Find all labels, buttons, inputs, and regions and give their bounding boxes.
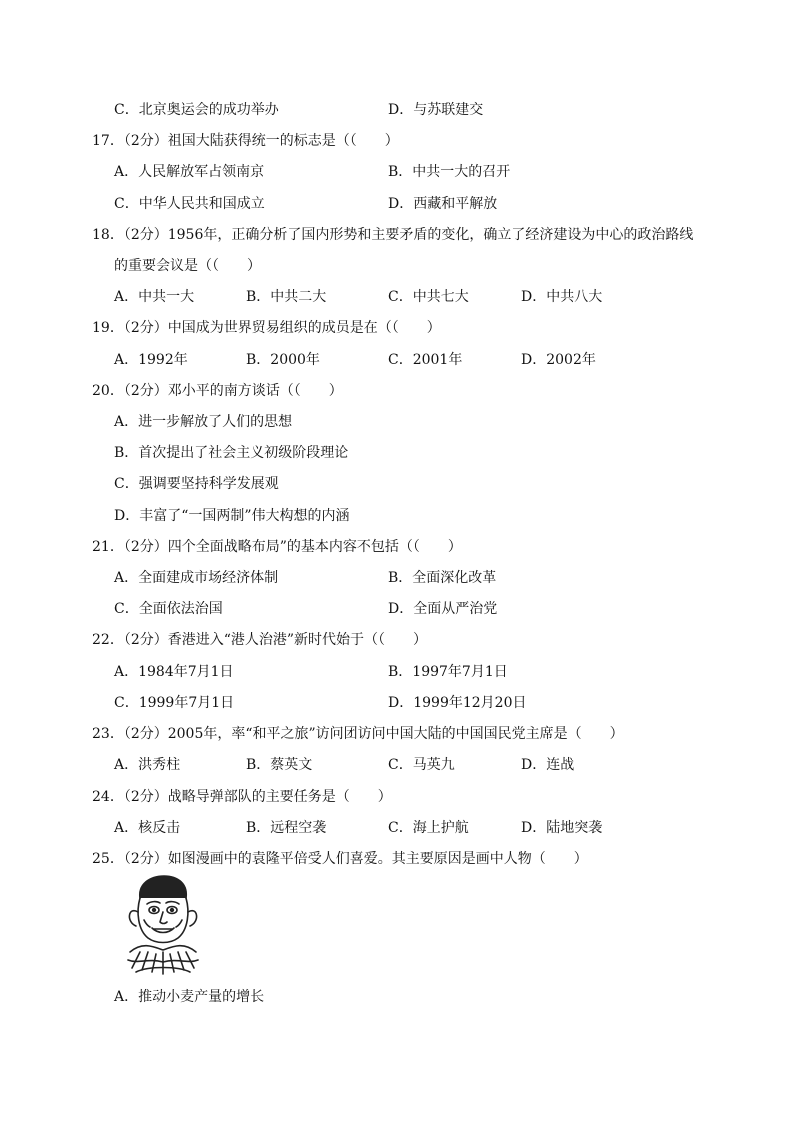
q18-option-c: C．中共七大	[388, 289, 469, 305]
q24-option-a: A．核反击	[114, 820, 181, 836]
q16-option-c: C．北京奥运会的成功举办	[114, 102, 279, 118]
q24-option-d: D．陆地突袭	[521, 820, 603, 836]
q23-option-d: D．连战	[521, 757, 575, 773]
q18-option-b: B．中共二大	[246, 289, 327, 305]
q20-option-b: B．首次提出了社会主义初级阶段理论	[114, 445, 349, 461]
q23-option-a: A．洪秀柱	[114, 757, 181, 773]
q23-option-c: C．马英九	[388, 757, 455, 773]
q18-stem-cont: 的重要会议是（（ ）	[114, 258, 261, 274]
q23-stem: 23．（2分）2005年，率“和平之旅”访问团访问中国大陆的中国国民党主席是（ ）	[92, 726, 624, 742]
q19-stem: 19．（2分）中国成为世界贸易组织的成员是在（（ ）	[92, 320, 441, 336]
q24-option-b: B．远程空袭	[246, 820, 327, 836]
q18-option-a: A．中共一大	[114, 289, 195, 305]
q19-option-c: C．2001年	[388, 352, 463, 368]
q17-option-d: D．西藏和平解放	[388, 196, 498, 212]
q16-option-d: D．与苏联建交	[388, 102, 484, 118]
q20-option-c: C．强调要坚持科学发展观	[114, 476, 279, 492]
q25-option-a: A．推动小麦产量的增长	[114, 989, 265, 1005]
q17-option-a: A．人民解放军占领南京	[114, 164, 265, 180]
q21-option-c: C．全面依法治国	[114, 601, 223, 617]
q18-option-d: D．中共八大	[521, 289, 603, 305]
q22-option-c: C．1999年7月1日	[114, 695, 235, 711]
q17-option-b: B．中共一大的召开	[388, 164, 511, 180]
q21-option-b: B．全面深化改革	[388, 570, 497, 586]
q24-stem: 24．（2分）战略导弹部队的主要任务是（ ）	[92, 789, 392, 805]
q17-stem: 17．（2分）祖国大陆获得统一的标志是（（ ）	[92, 133, 399, 149]
q20-stem: 20．（2分）邓小平的南方谈话（（ ）	[92, 383, 343, 399]
q22-stem: 22．（2分）香港进入“港人治港”新时代始于（（ ）	[92, 632, 428, 648]
q21-stem: 21．（2分）四个全面战略布局”的基本内容不包括（（ ）	[92, 539, 462, 555]
q22-option-d: D．1999年12月20日	[388, 695, 527, 711]
yuan-longping-cartoon-image	[118, 872, 208, 976]
q19-option-a: A．1992年	[114, 352, 188, 368]
q20-option-a: A．进一步解放了人们的思想	[114, 414, 293, 430]
q18-stem: 18．（2分）1956年，正确分析了国内形势和主要矛盾的变化，确立了经济建设为中心的政治路线	[92, 227, 694, 243]
q23-option-b: B．蔡英文	[246, 757, 313, 773]
q20-option-d: D．丰富了“一国两制”伟大构想的内涵	[114, 508, 350, 524]
q17-option-c: C．中华人民共和国成立	[114, 196, 265, 212]
q21-option-d: D．全面从严治党	[388, 601, 498, 617]
q22-option-b: B．1997年7月1日	[388, 664, 508, 680]
q22-option-a: A．1984年7月1日	[114, 664, 234, 680]
q25-stem: 25．（2分）如图漫画中的袁隆平倍受人们喜爱。其主要原因是画中人物（ ）	[92, 851, 588, 867]
q21-option-a: A．全面建成市场经济体制	[114, 570, 279, 586]
q19-option-b: B．2000年	[246, 352, 320, 368]
q24-option-c: C．海上护航	[388, 820, 469, 836]
q19-option-d: D．2002年	[521, 352, 596, 368]
